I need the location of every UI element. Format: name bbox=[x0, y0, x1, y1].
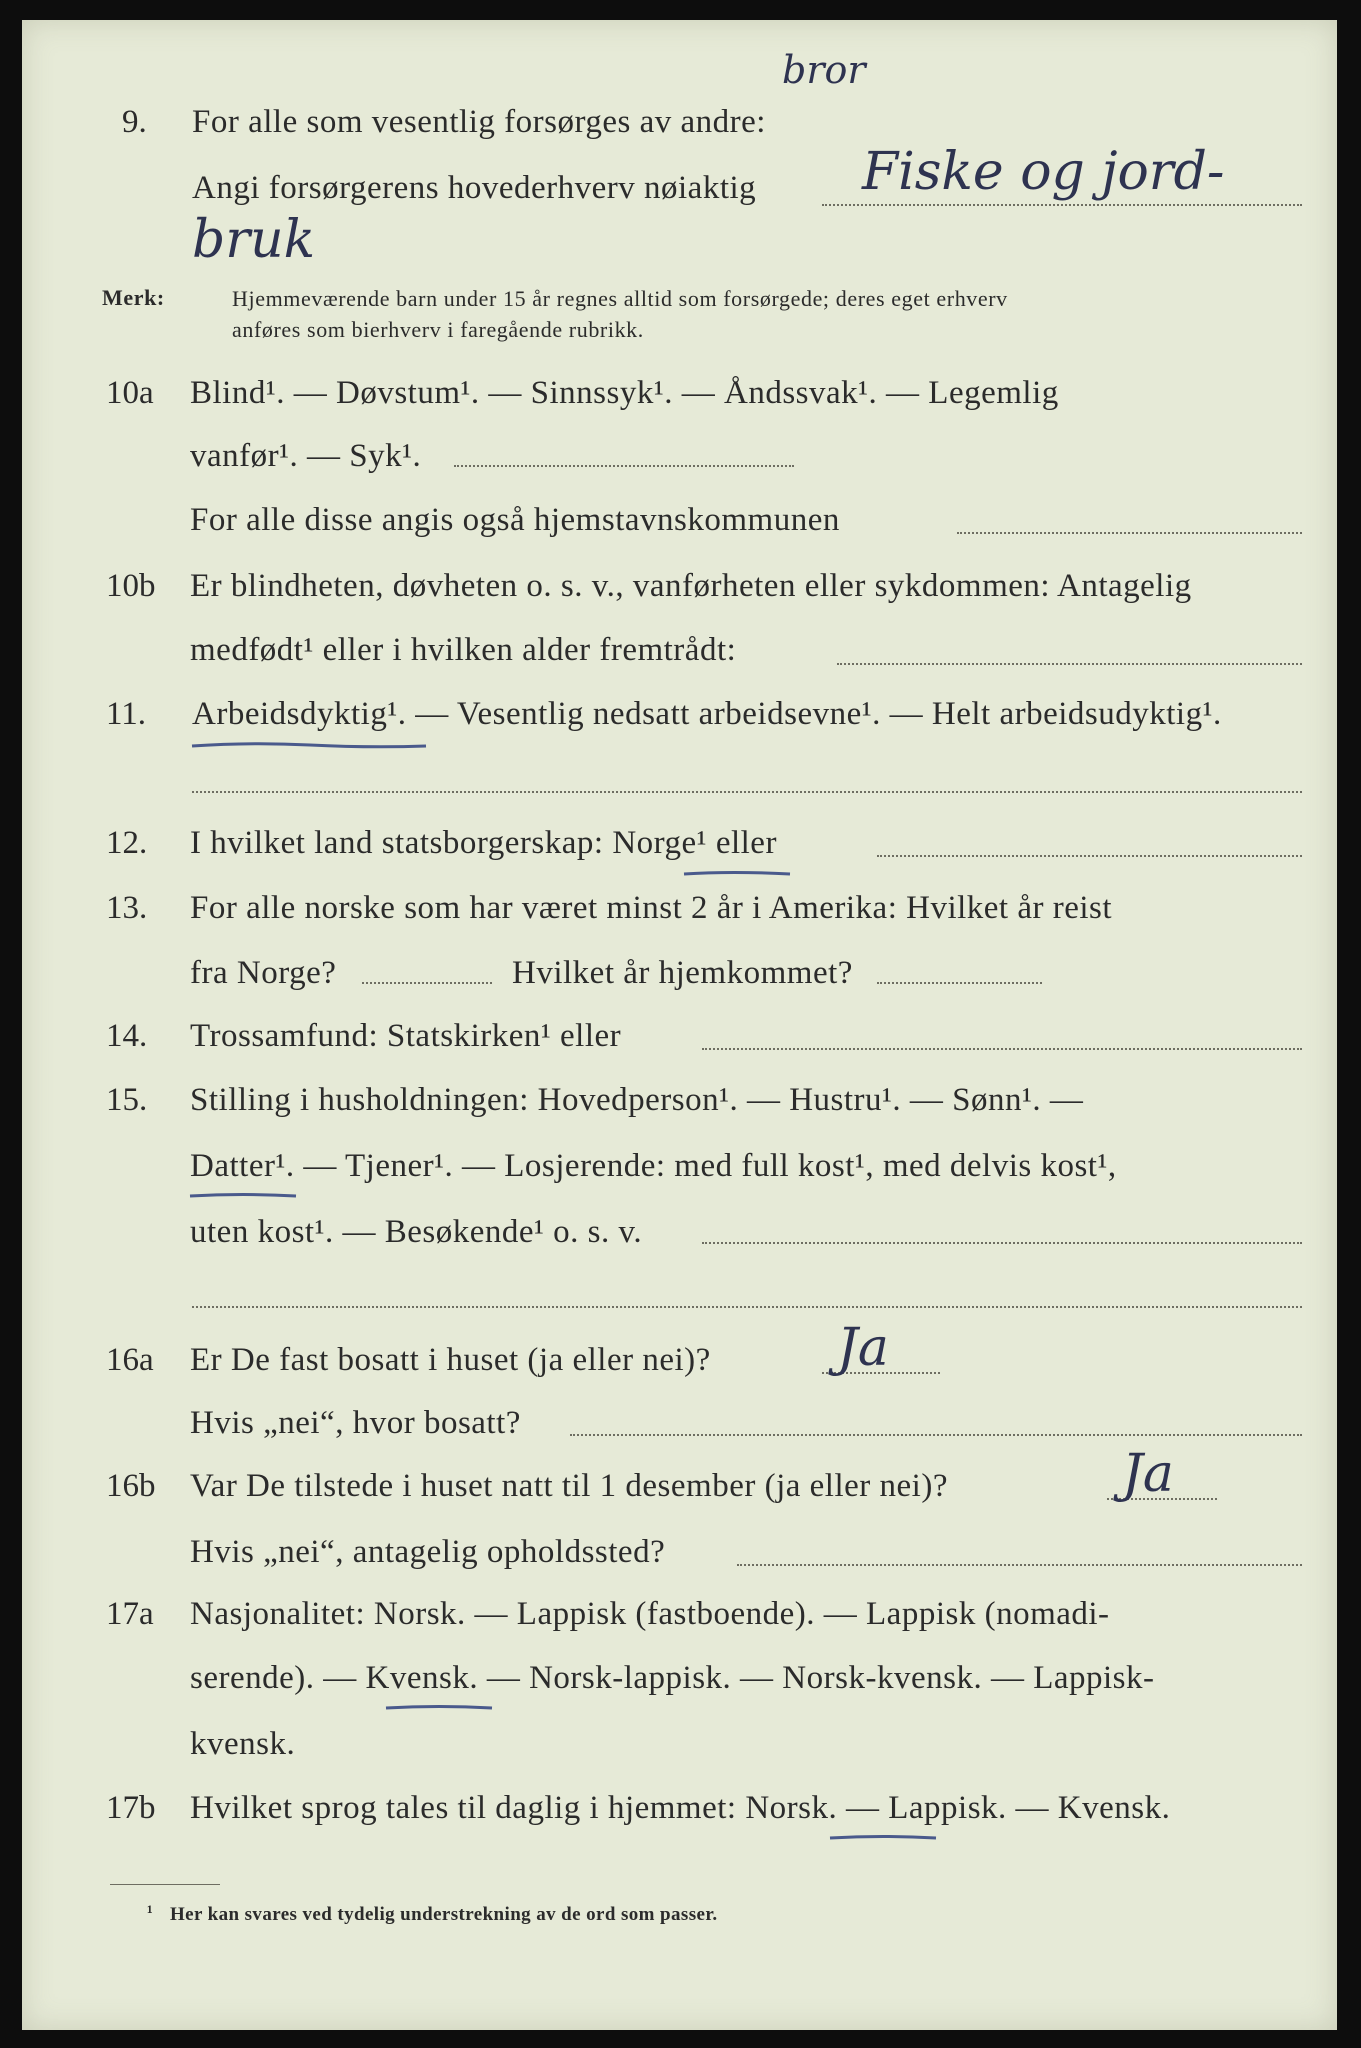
q9-answer-line bbox=[822, 204, 1302, 206]
q17a-line2: serende). — Kvensk. — Norsk-lappisk. — Norsk-kvensk. — Lappisk- bbox=[190, 1660, 1155, 1696]
q15-line1: Stilling i husholdningen: Hovedperson¹. — Hustru¹. — Sønn¹. — bbox=[190, 1082, 1084, 1118]
q12-answer-line bbox=[877, 855, 1302, 857]
q10a-line3: For alle disse angis også hjemstavnskommunen bbox=[190, 502, 840, 538]
q15-line3: uten kost¹. — Besøkende¹ o. s. v. bbox=[190, 1214, 643, 1250]
q13-line1: For alle norske som har været minst 2 år i Amerika: Hvilket år reist bbox=[190, 890, 1113, 926]
footnote-mark: ¹ bbox=[147, 1902, 154, 1923]
q16a-line2: Hvis „nei“, hvor bosatt? bbox=[190, 1405, 521, 1441]
merk-label: Merk: bbox=[102, 285, 165, 310]
q14-number: 14. bbox=[106, 1018, 148, 1054]
q16a-answer-handwritten: Ja bbox=[837, 1318, 889, 1378]
q16a-line1: Er De fast bosatt i huset (ja eller nei)? bbox=[190, 1342, 711, 1378]
q16b-number: 16b bbox=[106, 1468, 156, 1504]
q13-number: 13. bbox=[106, 890, 148, 926]
q11-number: 11. bbox=[106, 696, 147, 732]
q12-number: 12. bbox=[106, 825, 148, 861]
q10a-line2: vanfør¹. — Syk¹. bbox=[190, 438, 422, 474]
q17b-line1: Hvilket sprog tales til daglig i hjemmet: Norsk. — Lappisk. — Kvensk. bbox=[190, 1790, 1171, 1826]
q17b-number: 17b bbox=[106, 1790, 156, 1826]
q12-line1: I hvilket land statsborgerskap: Norge¹ eller bbox=[190, 825, 777, 861]
q10b-number: 10b bbox=[106, 568, 156, 604]
q9-answer-handwritten-cont: bruk bbox=[192, 210, 316, 270]
q10a-hjemstavn-line bbox=[957, 532, 1302, 534]
merk-line1: Hjemmeværende barn under 15 år regnes alltid som forsørgede; deres eget erhverv bbox=[232, 286, 1008, 311]
q14-answer-line bbox=[702, 1048, 1302, 1050]
q15-handwritten-underline bbox=[188, 1190, 298, 1202]
q9-annotation: bror bbox=[782, 48, 866, 92]
q11-handwritten-underline bbox=[190, 738, 430, 754]
q15-answer-line-2 bbox=[192, 1306, 1302, 1308]
q16a-number: 16a bbox=[106, 1342, 154, 1378]
q9-line1: For alle som vesentlig forsørges av andre: bbox=[192, 104, 766, 140]
q13-line2b: Hvilket år hjemkommet? bbox=[512, 955, 853, 991]
q13-reist-line bbox=[362, 982, 492, 984]
q15-answer-line bbox=[702, 1242, 1302, 1244]
q13-hjemkommet-line bbox=[877, 982, 1042, 984]
q10a-line1: Blind¹. — Døvstum¹. — Sinnssyk¹. — Åndssvak¹. — Legemlig bbox=[190, 375, 1059, 411]
footnote-rule bbox=[110, 1884, 220, 1885]
q11-answer-line bbox=[192, 791, 1302, 793]
census-form-page bbox=[22, 20, 1337, 2030]
q11-line1: Arbeidsdyktig¹. — Vesentlig nedsatt arbeidsevne¹. — Helt arbeidsudyktig¹. bbox=[192, 696, 1222, 732]
q17a-number: 17a bbox=[106, 1596, 154, 1632]
q15-number: 15. bbox=[106, 1082, 148, 1118]
q16b-opholdssted-line bbox=[737, 1564, 1302, 1566]
q9-number: 9. bbox=[122, 104, 147, 140]
q13-line2a: fra Norge? bbox=[190, 955, 337, 991]
q17a-handwritten-underline bbox=[384, 1702, 494, 1714]
q15-line2: Datter¹. — Tjener¹. — Losjerende: med full kost¹, med delvis kost¹, bbox=[190, 1148, 1117, 1184]
footnote-text: Her kan svares ved tydelig understrekning av de ord som passer. bbox=[170, 1904, 718, 1925]
q10b-line1: Er blindheten, døvheten o. s. v., vanførheten eller sykdommen: Antagelig bbox=[190, 568, 1192, 604]
q17a-line1: Nasjonalitet: Norsk. — Lappisk (fastboende). — Lappisk (nomadi- bbox=[190, 1596, 1110, 1632]
q9-answer-handwritten: Fiske og jord- bbox=[862, 142, 1225, 202]
q17b-handwritten-underline bbox=[828, 1832, 938, 1844]
q16b-line1: Var De tilstede i huset natt til 1 desember (ja eller nei)? bbox=[190, 1468, 948, 1504]
q14-line1: Trossamfund: Statskirken¹ eller bbox=[190, 1018, 622, 1054]
merk-line2: anføres som bierhverv i faregående rubrikk. bbox=[232, 317, 644, 342]
q10b-answer-line bbox=[837, 663, 1302, 665]
q16b-answer-handwritten: Ja bbox=[1122, 1444, 1174, 1504]
q10a-answer-line bbox=[454, 465, 794, 467]
q17a-line3: kvensk. bbox=[190, 1726, 296, 1762]
q10b-line2: medfødt¹ eller i hvilken alder fremtrådt: bbox=[190, 632, 737, 668]
q16a-bosatt-line bbox=[570, 1434, 1302, 1436]
q9-line2: Angi forsørgerens hovederhverv nøiaktig bbox=[192, 170, 757, 206]
q10a-number: 10a bbox=[106, 375, 154, 411]
q16b-line2: Hvis „nei“, antagelig opholdssted? bbox=[190, 1534, 666, 1570]
q12-handwritten-underline bbox=[682, 868, 792, 880]
